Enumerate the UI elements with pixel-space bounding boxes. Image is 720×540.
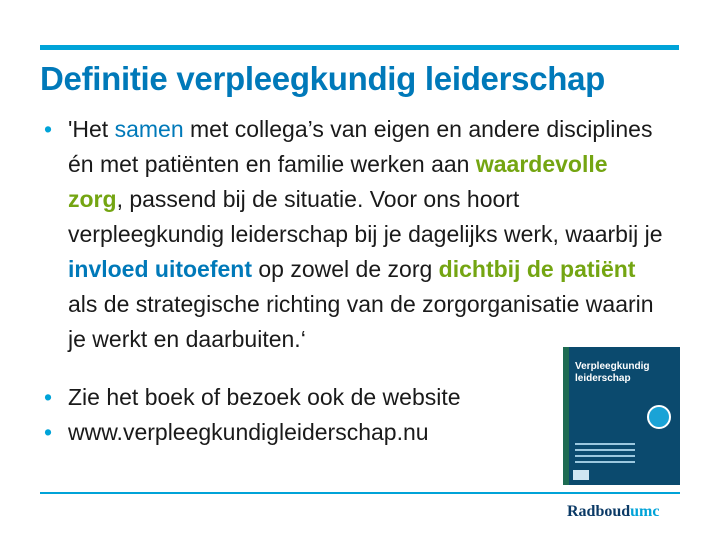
- quote-bullet: [44, 112, 664, 357]
- book-authors-lines: [575, 443, 635, 467]
- quote-text-4: op zowel de zorg: [252, 256, 439, 282]
- slide-title: Definitie verpleegkundig leiderschap: [40, 60, 606, 97]
- quote-text-5: als de strategische richting van de zorgorganisatie waarin je werkt en daarbuiten.‘: [68, 291, 654, 352]
- book-title: Verpleegkundig leiderschap: [575, 361, 650, 384]
- logo-text-radboud: Radboud: [567, 503, 631, 520]
- book-cover-image: [563, 347, 680, 485]
- publisher-logo-icon: [573, 470, 589, 480]
- logo-text-umc: umc: [630, 503, 660, 520]
- bottom-divider: [40, 492, 680, 494]
- website-link[interactable]: • www.verpleegkundigleiderschap.nu: [44, 415, 564, 450]
- quote-highlight-invloed-uitoefent: invloed uitoefent: [68, 256, 252, 282]
- quote-text-1: 'Het: [68, 116, 115, 142]
- book-spine: [563, 347, 569, 485]
- quote-highlight-samen: samen: [114, 116, 184, 142]
- quote-text-3: , passend bij de situatie. Voor ons hoort verpleegkundig leiderschap bij je dagelijks werk, waarbij je: [68, 186, 663, 247]
- list-item: • Zie het boek of bezoek ook de website: [44, 380, 564, 415]
- quote-highlight-dichtbij-de-patient: dichtbij de patiënt: [438, 256, 636, 282]
- book-badge-icon: [647, 405, 671, 429]
- reference-list: [44, 380, 564, 450]
- radboudumc-logo: [567, 503, 682, 521]
- top-divider: [40, 45, 679, 50]
- definition-quote: [44, 112, 664, 357]
- quote-highlight-waardevolle-zorg: waardevolle zorg: [68, 151, 608, 212]
- quote-text-2: met collega’s van eigen en andere disciplines én met patiënten en familie werken aan: [68, 116, 653, 177]
